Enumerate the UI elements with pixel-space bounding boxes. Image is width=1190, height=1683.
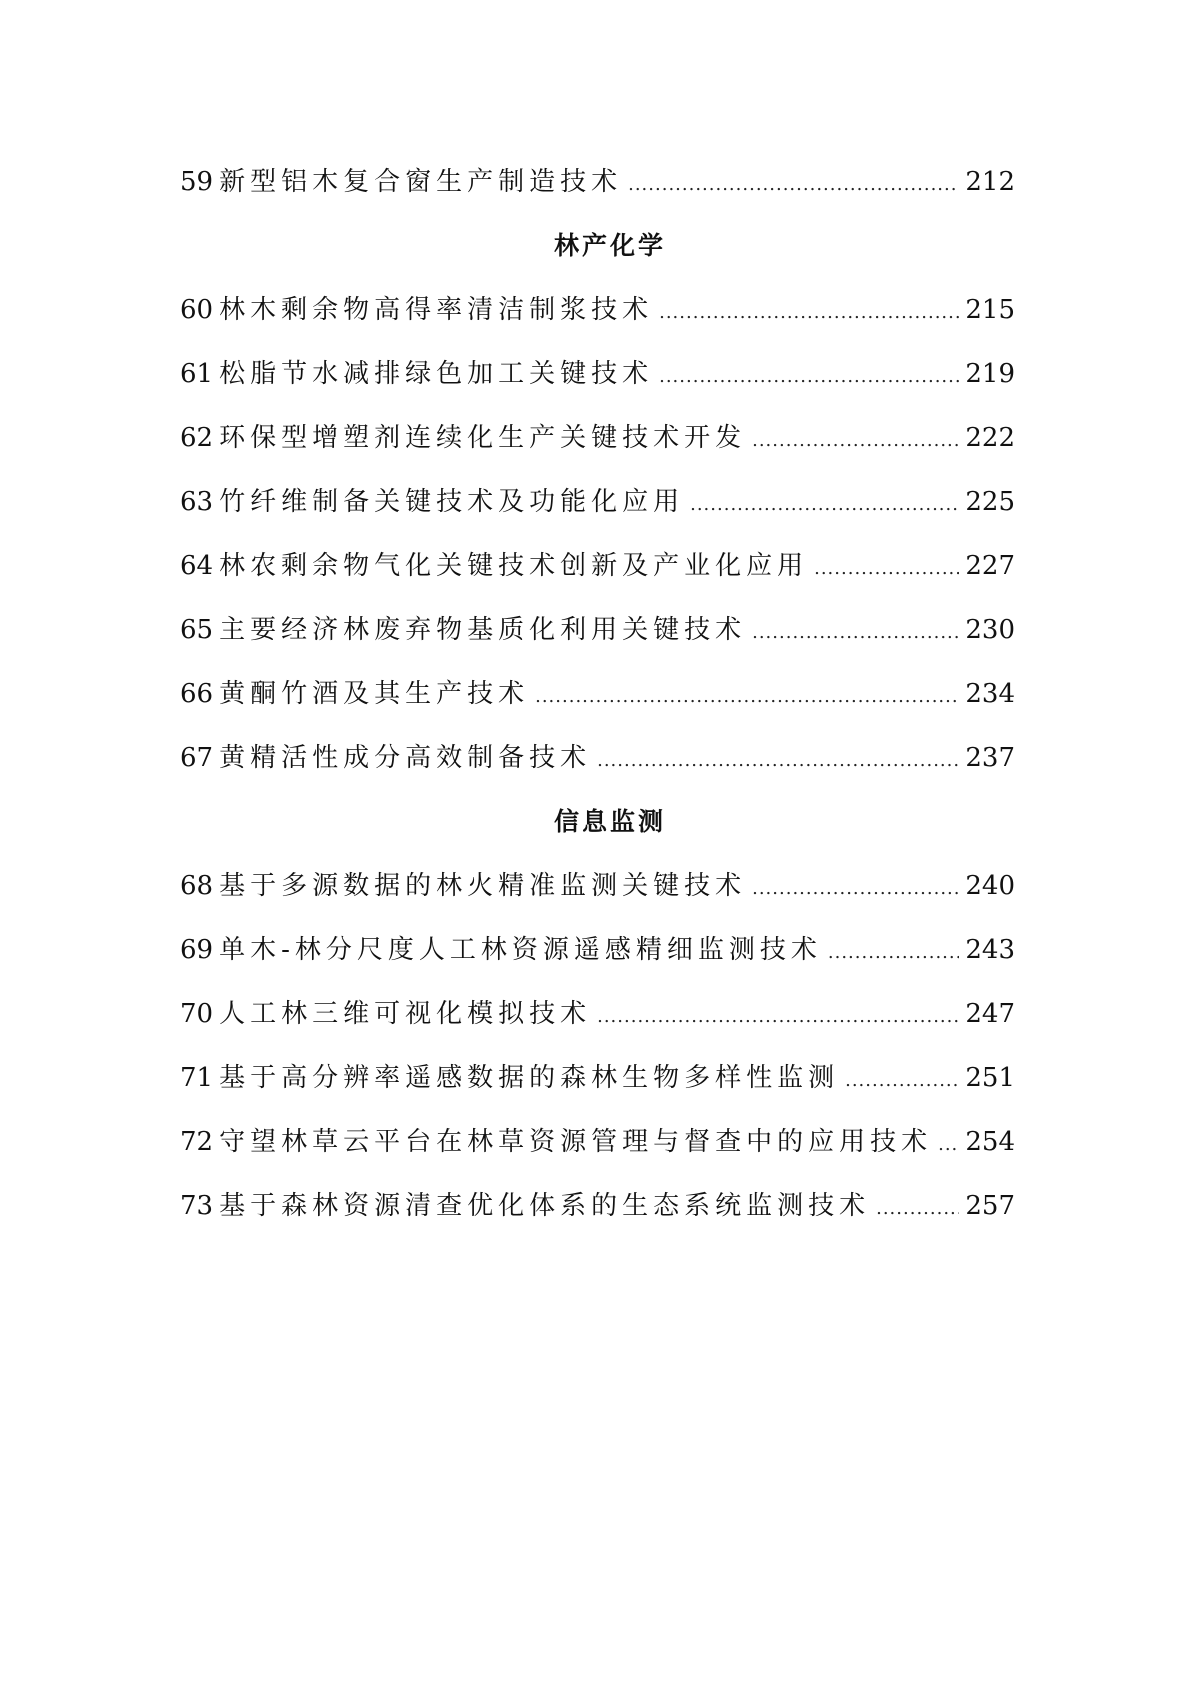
entry-number: 62 <box>180 423 214 453</box>
dot-leader <box>752 409 959 473</box>
entry-title: 新型铝木复合窗生产制造技术 <box>219 167 623 197</box>
entry-number: 70 <box>180 999 214 1029</box>
entry-title: 松脂节水减排绿色加工关键技术 <box>219 359 654 389</box>
entry-number: 68 <box>180 871 214 901</box>
toc-entry[interactable] <box>180 534 1015 598</box>
toc-entry[interactable] <box>180 726 1015 790</box>
section-heading: 林产化学 <box>553 231 666 260</box>
entry-title: 基于多源数据的林火精准监测关键技术 <box>219 871 747 901</box>
toc-entry[interactable] <box>180 1046 1015 1110</box>
entry-page-number: 254 <box>965 1127 1015 1157</box>
entry-number: 59 <box>180 167 214 197</box>
entry-page-number: 237 <box>965 743 1015 773</box>
toc-entry[interactable] <box>180 598 1015 662</box>
entry-title: 林农剩余物气化关键技术创新及产业化应用 <box>219 551 809 581</box>
entry-page-number: 225 <box>965 487 1015 517</box>
entry-title: 单木-林分尺度人工林资源遥感精细监测技术 <box>219 935 822 965</box>
dot-leader <box>828 921 959 985</box>
entry-title: 主要经济林废弃物基质化利用关键技术 <box>219 615 747 645</box>
toc-entry[interactable] <box>180 470 1015 534</box>
dot-leader <box>597 729 959 793</box>
entry-number: 71 <box>180 1063 214 1093</box>
entry-number: 72 <box>180 1127 214 1157</box>
toc-entry[interactable] <box>180 150 1015 214</box>
entry-page-number: 212 <box>965 167 1015 197</box>
dot-leader <box>659 345 959 409</box>
entry-title: 黄精活性成分高效制备技术 <box>219 743 592 773</box>
entry-page-number: 234 <box>965 679 1015 709</box>
entry-page-number: 240 <box>965 871 1015 901</box>
toc-entry[interactable] <box>180 1110 1015 1174</box>
dot-leader <box>628 153 959 217</box>
entry-title: 黄酮竹酒及其生产技术 <box>219 679 530 709</box>
entry-title: 人工林三维可视化模拟技术 <box>219 999 592 1029</box>
section-heading: 信息监测 <box>553 807 666 836</box>
entry-page-number: 215 <box>965 295 1015 325</box>
dot-leader <box>659 281 959 345</box>
entry-page-number: 222 <box>965 423 1015 453</box>
entry-title: 林木剩余物高得率清洁制浆技术 <box>219 295 654 325</box>
entry-page-number: 230 <box>965 615 1015 645</box>
entry-number: 66 <box>180 679 214 709</box>
entry-number: 67 <box>180 743 214 773</box>
dot-leader <box>752 601 959 665</box>
dot-leader <box>845 1049 959 1113</box>
entry-number: 64 <box>180 551 214 581</box>
dot-leader <box>876 1177 959 1241</box>
entry-page-number: 247 <box>965 999 1015 1029</box>
entry-title: 守望林草云平台在林草资源管理与督查中的应用技术 <box>219 1127 933 1157</box>
toc-entry[interactable] <box>180 1174 1015 1238</box>
toc-entry[interactable] <box>180 982 1015 1046</box>
entry-number: 60 <box>180 295 214 325</box>
entry-page-number: 251 <box>965 1063 1015 1093</box>
entry-title: 基于高分辨率遥感数据的森林生物多样性监测 <box>219 1063 840 1093</box>
dot-leader <box>597 985 959 1049</box>
toc-entry[interactable] <box>180 662 1015 726</box>
entry-number: 63 <box>180 487 214 517</box>
entry-page-number: 219 <box>965 359 1015 389</box>
dot-leader <box>814 537 959 601</box>
toc-entry[interactable] <box>180 918 1015 982</box>
toc-entry[interactable] <box>180 854 1015 918</box>
toc-entry[interactable] <box>180 342 1015 406</box>
entry-number: 65 <box>180 615 214 645</box>
dot-leader <box>938 1113 959 1177</box>
entry-title: 基于森林资源清查优化体系的生态系统监测技术 <box>219 1191 871 1221</box>
entry-number: 69 <box>180 935 214 965</box>
entry-title: 环保型增塑剂连续化生产关键技术开发 <box>219 423 747 453</box>
entry-page-number: 243 <box>965 935 1015 965</box>
entry-number: 61 <box>180 359 214 389</box>
dot-leader <box>752 857 959 921</box>
entry-page-number: 257 <box>965 1191 1015 1221</box>
dot-leader <box>535 665 959 729</box>
toc-entry[interactable] <box>180 278 1015 342</box>
dot-leader <box>690 473 959 537</box>
toc-entry[interactable] <box>180 406 1015 470</box>
entry-number: 73 <box>180 1191 214 1221</box>
entry-title: 竹纤维制备关键技术及功能化应用 <box>219 487 685 517</box>
table-of-contents <box>180 150 1015 1238</box>
entry-page-number: 227 <box>965 551 1015 581</box>
